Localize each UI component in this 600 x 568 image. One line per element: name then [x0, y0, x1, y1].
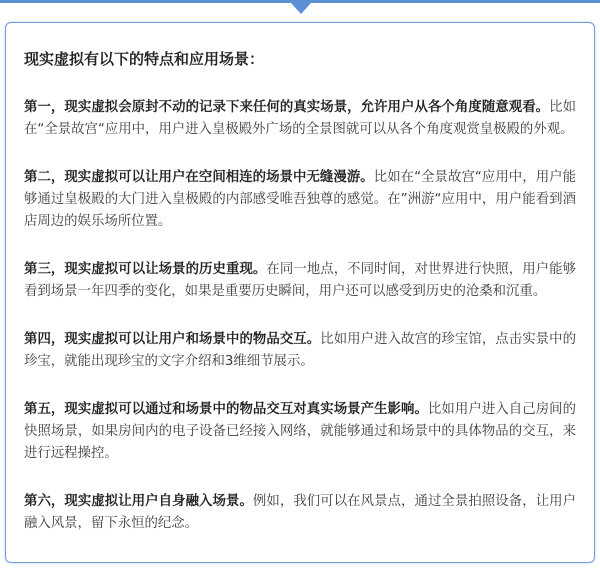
down-pointer-icon: [291, 3, 311, 14]
point-paragraph-3: [24, 259, 576, 303]
section-heading: 现实虚拟有以下的特点和应用场景：: [24, 50, 265, 68]
point-paragraph-1: [24, 97, 576, 141]
point-paragraph-6: [24, 491, 576, 535]
point-lead-1: 第一，现实虚拟会原封不动的记录下来任何的真实场景，允许用户从各个角度随意观看。: [24, 100, 550, 115]
point-paragraph-4: [24, 329, 576, 373]
point-body-4: 比如用户进入故宫的珍宝馆，点击实景中的珍宝，就能出现珍宝的文字介绍和3维细节展示。: [24, 332, 576, 369]
point-lead-3: 第三，现实虚拟可以让场景的历史重现。: [24, 262, 267, 277]
point-paragraph-2: [24, 167, 576, 233]
point-lead-4: 第四，现实虚拟可以让用户和场景中的物品交互。: [24, 332, 321, 347]
point-lead-5: 第五，现实虚拟可以通过和场景中的物品交互对真实场景产生影响。: [24, 402, 428, 417]
point-body-6: 例如，我们可以在风景点，通过全景拍照设备，让用户融入风景，留下永恒的纪念。: [24, 494, 577, 531]
point-body-5: 比如用户进入自己房间的快照场景，如果房间内的电子设备已经接入网络，就能够通过和场景中的具体物品的交互，来进行远程操控。: [24, 402, 577, 461]
content-card: [5, 22, 595, 563]
point-body-1: 比如在“全景故宫“应用中，用户进入皇极殿外广场的全景图就可以从各个角度观赏皇极殿的外观。: [24, 100, 577, 137]
point-body-3: 在同一地点，不同时间，对世界进行快照，用户能够看到场景一年四季的变化，如果是重要历史瞬间，用户还可以感受到历史的沧桑和沉重。: [24, 262, 576, 299]
point-body-2: 比如在“全景故宫“应用中，用户能够通过皇极殿的大门进入皇极殿的内部感受唯吾独尊的感觉。在”洲游“应用中，用户能看到酒店周边的娱乐场所位置。: [24, 170, 577, 229]
point-lead-6: 第六，现实虚拟让用户自身融入场景。: [24, 494, 253, 509]
point-lead-2: 第二，现实虚拟可以让用户在空间相连的场景中无缝漫游。: [24, 170, 374, 185]
point-paragraph-5: [24, 399, 576, 465]
